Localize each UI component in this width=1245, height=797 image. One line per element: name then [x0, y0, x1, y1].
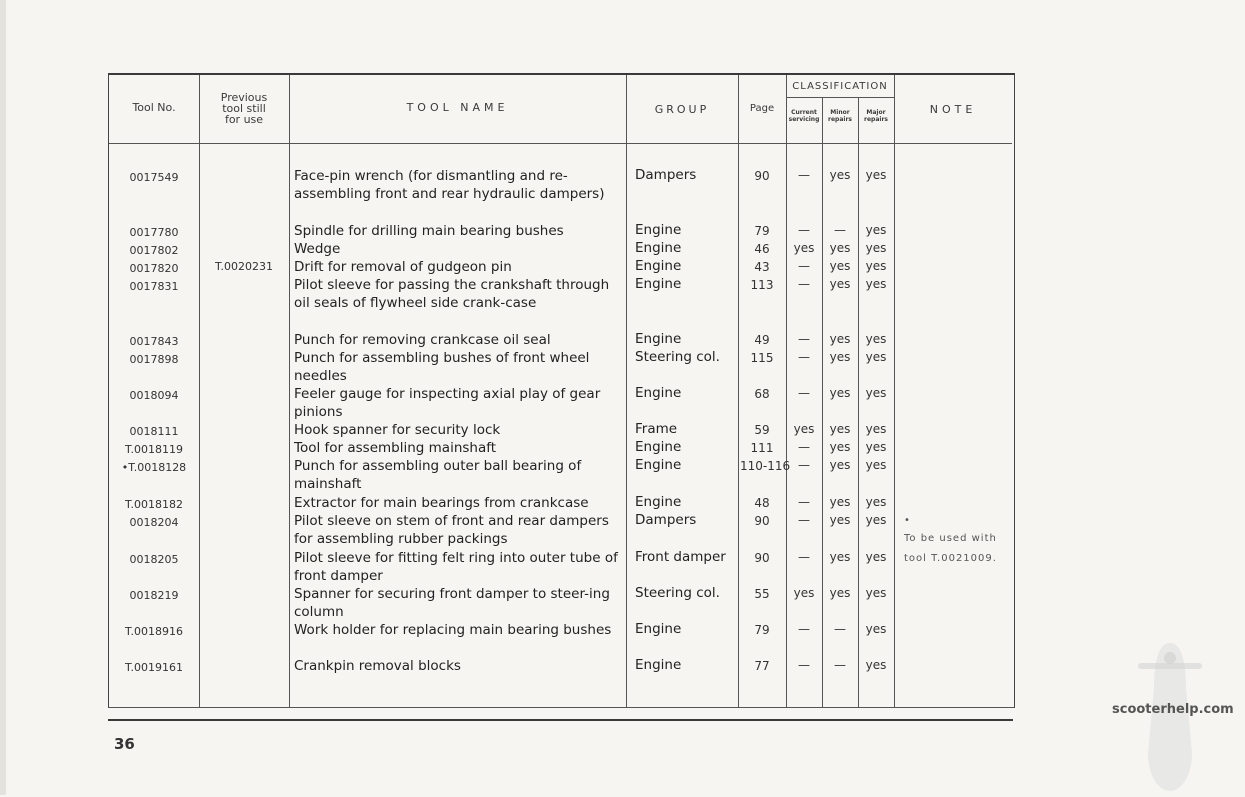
major-repairs: yes [865, 550, 887, 564]
group: Dampers [635, 512, 697, 528]
group: Steering col. [635, 585, 720, 601]
major-repairs: yes [865, 241, 887, 255]
minor-repairs: yes [829, 550, 851, 564]
current-servicing: — [798, 223, 810, 237]
header-minor-line: Minor [830, 109, 850, 116]
minor-repairs: yes [829, 241, 851, 255]
page-ref: 43 [754, 260, 770, 274]
current-servicing: — [798, 513, 810, 527]
minor-repairs: yes [829, 440, 851, 454]
tool-name: Punch for assembling outer ball bearing of mainshaft [294, 458, 582, 492]
page-ref: 110-116 [740, 459, 791, 473]
header-previous [199, 92, 289, 125]
page-ref: 49 [754, 333, 770, 347]
page-ref: 77 [754, 659, 770, 673]
current-servicing: — [798, 277, 810, 291]
header-page: Page [749, 103, 775, 114]
major-repairs: yes [865, 658, 887, 672]
minor-repairs: yes [829, 495, 851, 509]
tool-name: Pilot sleeve for fitting felt ring into outer tube of front damper [294, 550, 618, 584]
tool-name: Feeler gauge for inspecting axial play of gear pinions [294, 386, 601, 420]
tool-number: 0017831 [129, 280, 179, 293]
note-line: tool T.0021009. [904, 553, 997, 564]
tool-number: 0018094 [129, 389, 179, 402]
header-major [858, 109, 894, 123]
tool-name: Crankpin removal blocks [294, 658, 461, 674]
header-rule [109, 143, 1012, 144]
minor-repairs: yes [829, 277, 851, 291]
group: Engine [635, 439, 682, 455]
col-divider [199, 75, 200, 707]
minor-repairs: — [834, 622, 846, 636]
minor-repairs: yes [829, 458, 851, 472]
current-servicing: yes [793, 241, 815, 255]
page-ref: 113 [750, 278, 774, 292]
page-ref: 68 [754, 387, 770, 401]
bottom-rule [108, 719, 1013, 721]
major-repairs: yes [865, 223, 887, 237]
group: Engine [635, 385, 682, 401]
header-classification: CLASSIFICATION [792, 81, 888, 92]
tool-number: T.0018119 [125, 443, 183, 456]
tool-number: 0018219 [129, 589, 179, 602]
previous-tool: T.0020231 [215, 260, 273, 273]
minor-repairs: yes [829, 422, 851, 436]
tool-number: T.0019161 [125, 661, 183, 674]
tool-number: 0017780 [129, 226, 179, 239]
current-servicing: yes [793, 422, 815, 436]
page-number: 36 [114, 735, 135, 753]
tool-name: Punch for assembling bushes of front wheel needles [294, 350, 590, 384]
major-repairs: yes [865, 259, 887, 273]
minor-repairs: yes [829, 259, 851, 273]
current-servicing: — [798, 550, 810, 564]
tool-number: 0017802 [129, 244, 179, 257]
minor-repairs: — [834, 658, 846, 672]
header-current-line: servicing [788, 116, 820, 123]
tools-table [108, 73, 1015, 708]
tool-name: Hook spanner for security lock [294, 422, 501, 438]
group: Engine [635, 222, 682, 238]
group: Steering col. [635, 349, 720, 365]
page-ref: 111 [750, 441, 774, 455]
current-servicing: yes [793, 586, 815, 600]
header-current-line: Current [791, 109, 817, 116]
minor-repairs: yes [829, 332, 851, 346]
major-repairs: yes [865, 422, 887, 436]
note-mark: • [904, 515, 911, 526]
minor-repairs: yes [829, 386, 851, 400]
minor-repairs: yes [829, 168, 851, 182]
group: Dampers [635, 167, 697, 183]
group: Engine [635, 258, 682, 274]
major-repairs: yes [865, 513, 887, 527]
group: Engine [635, 494, 682, 510]
page-ref: 90 [754, 514, 770, 528]
header-previous-line: Previous [220, 91, 268, 104]
current-servicing: — [798, 386, 810, 400]
major-repairs: yes [865, 586, 887, 600]
minor-repairs: yes [829, 350, 851, 364]
tool-name: Wedge [294, 241, 341, 257]
page-ref: 48 [754, 496, 770, 510]
tool-number: T.0018916 [125, 625, 183, 638]
page-ref: 115 [750, 351, 774, 365]
tool-number: 0018204 [129, 516, 179, 529]
tool-number: 0017549 [129, 171, 179, 184]
page-edge [0, 0, 6, 795]
tool-name: Tool for assembling mainshaft [294, 440, 497, 456]
group: Engine [635, 276, 682, 292]
page-ref: 55 [754, 587, 770, 601]
group: Engine [635, 657, 682, 673]
col-divider [738, 75, 739, 707]
note-line: To be used with [904, 533, 997, 544]
group: Front damper [635, 549, 726, 565]
header-tool-no: Tool No. [132, 101, 176, 114]
tool-number: 0017843 [129, 335, 179, 348]
current-servicing: — [798, 495, 810, 509]
current-servicing: — [798, 658, 810, 672]
tool-name: Spanner for securing front damper to steer-ing column [294, 586, 610, 620]
major-repairs: yes [865, 277, 887, 291]
current-servicing: — [798, 332, 810, 346]
current-servicing: — [798, 440, 810, 454]
major-repairs: yes [865, 332, 887, 346]
major-repairs: yes [865, 622, 887, 636]
tool-number: 0018111 [129, 425, 179, 438]
header-previous-line: tool still [222, 102, 266, 115]
classification-rule [786, 97, 894, 98]
major-repairs: yes [865, 350, 887, 364]
page-ref: 79 [754, 224, 770, 238]
group: Engine [635, 457, 682, 473]
col-divider [894, 75, 895, 707]
group: Engine [635, 331, 682, 347]
major-repairs: yes [865, 386, 887, 400]
group: Engine [635, 240, 682, 256]
page-ref: 90 [754, 551, 770, 565]
group: Frame [635, 421, 678, 437]
col-divider [822, 97, 823, 707]
header-group: GROUP [654, 103, 710, 116]
tool-number: 0017898 [129, 353, 179, 366]
current-servicing: — [798, 350, 810, 364]
major-repairs: yes [865, 495, 887, 509]
watermark-text: scooterhelp.com [1112, 702, 1234, 717]
col-divider [626, 75, 627, 707]
page-ref: 79 [754, 623, 770, 637]
tool-number: 0018205 [129, 553, 179, 566]
tool-name: Spindle for drilling main bearing bushes [294, 223, 564, 239]
current-servicing: — [798, 458, 810, 472]
group: Engine [635, 621, 682, 637]
tool-number: T.0018182 [125, 498, 183, 511]
tool-name: Pilot sleeve for passing the crankshaft through oil seals of flywheel side crank-case [294, 277, 610, 311]
header-minor-line: repairs [828, 116, 852, 123]
major-repairs: yes [865, 458, 887, 472]
major-repairs: yes [865, 440, 887, 454]
current-servicing: — [798, 168, 810, 182]
tool-number: •T.0018128 [121, 461, 187, 474]
tool-name: Drift for removal of gudgeon pin [294, 259, 512, 275]
header-minor [822, 109, 858, 123]
header-current [786, 109, 822, 123]
page-ref: 90 [754, 169, 770, 183]
col-divider [858, 97, 859, 707]
tool-name: Punch for removing crankcase oil seal [294, 332, 551, 348]
current-servicing: — [798, 259, 810, 273]
current-servicing: — [798, 622, 810, 636]
tool-name: Pilot sleeve on stem of front and rear dampers for assembling rubber packings [294, 513, 609, 547]
col-divider [289, 75, 290, 707]
page-ref: 46 [754, 242, 770, 256]
header-major-line: Major [866, 109, 886, 116]
header-previous-line: for use [224, 113, 264, 126]
tool-name: Work holder for replacing main bearing bushes [294, 622, 612, 638]
header-note: NOTE [929, 103, 977, 116]
header-tool-name: TOOL NAME [406, 101, 509, 114]
minor-repairs: yes [829, 513, 851, 527]
header-major-line: repairs [864, 116, 888, 123]
minor-repairs: — [834, 223, 846, 237]
tool-name: Face-pin wrench (for dismantling and re-assembling front and rear hydraulic dampers) [294, 168, 605, 202]
tool-number: 0017820 [129, 262, 179, 275]
tool-name: Extractor for main bearings from crankcase [294, 495, 589, 511]
minor-repairs: yes [829, 586, 851, 600]
major-repairs: yes [865, 168, 887, 182]
page-ref: 59 [754, 423, 770, 437]
